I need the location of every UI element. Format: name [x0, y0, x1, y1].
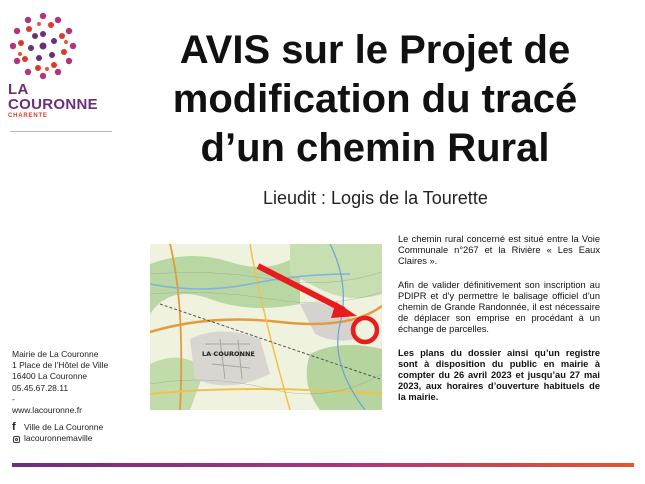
- contact-address-1: 1 Place de l’Hôtel de Ville: [12, 360, 109, 371]
- page-title: AVIS sur le Projet de modification du tracé d’un chemin Rural: [172, 28, 578, 170]
- contact-separator: -: [12, 393, 15, 404]
- paragraph-location: Le chemin rural concerné est situé entre la Voie Communale n°267 et la Rivière « Les Eaux Claires ».: [398, 234, 600, 267]
- logo-divider: [10, 131, 112, 132]
- logo-text-couronne: COURONNE: [8, 96, 98, 113]
- logo-text-la: LA: [8, 81, 29, 98]
- contact-name: Mairie de La Couronne: [12, 349, 99, 359]
- paragraph-availability: Les plans du dossier ainsi qu’un registre sont à disposition du public en mairie à compter du 26 avril 2023 et jusqu’au 27 mai 2023, aux horaires d’ouverture habituels de la mairie.: [398, 347, 600, 403]
- facebook-icon: f: [12, 421, 16, 434]
- logo-text-charente: CHARENTE: [8, 113, 48, 119]
- location-map: [150, 244, 382, 410]
- map-label-la-couronne: LA COURONNE: [202, 350, 255, 358]
- facebook-link[interactable]: [12, 422, 142, 433]
- contact-address-2: 16400 La Couronne: [12, 371, 88, 382]
- contact-phone: 05.45.67.28.11: [12, 382, 69, 393]
- town-logo: [8, 10, 120, 119]
- logo-emblem: [8, 10, 78, 82]
- social-links: [12, 422, 142, 444]
- facebook-label: Ville de La Couronne: [24, 422, 104, 433]
- instagram-label: lacouronnemaville: [24, 433, 93, 444]
- instagram-link[interactable]: [12, 433, 142, 444]
- paragraph-purpose: Afin de valider définitivement son inscription au PDIPR et d’y permettre le balisage officiel d’un chemin de Grande Randonnée, il est nécessaire de déplacer son emprise en procédant à un échange de parcelles.: [398, 279, 600, 335]
- contact-website[interactable]: www.lacouronne.fr: [12, 405, 82, 416]
- locality-subtitle: Lieudit : Logis de la Tourette: [263, 188, 488, 208]
- contact-block: [12, 349, 142, 445]
- footer-gradient-bar: [12, 463, 634, 467]
- instagram-icon: [13, 436, 20, 443]
- notice-body: [398, 234, 600, 416]
